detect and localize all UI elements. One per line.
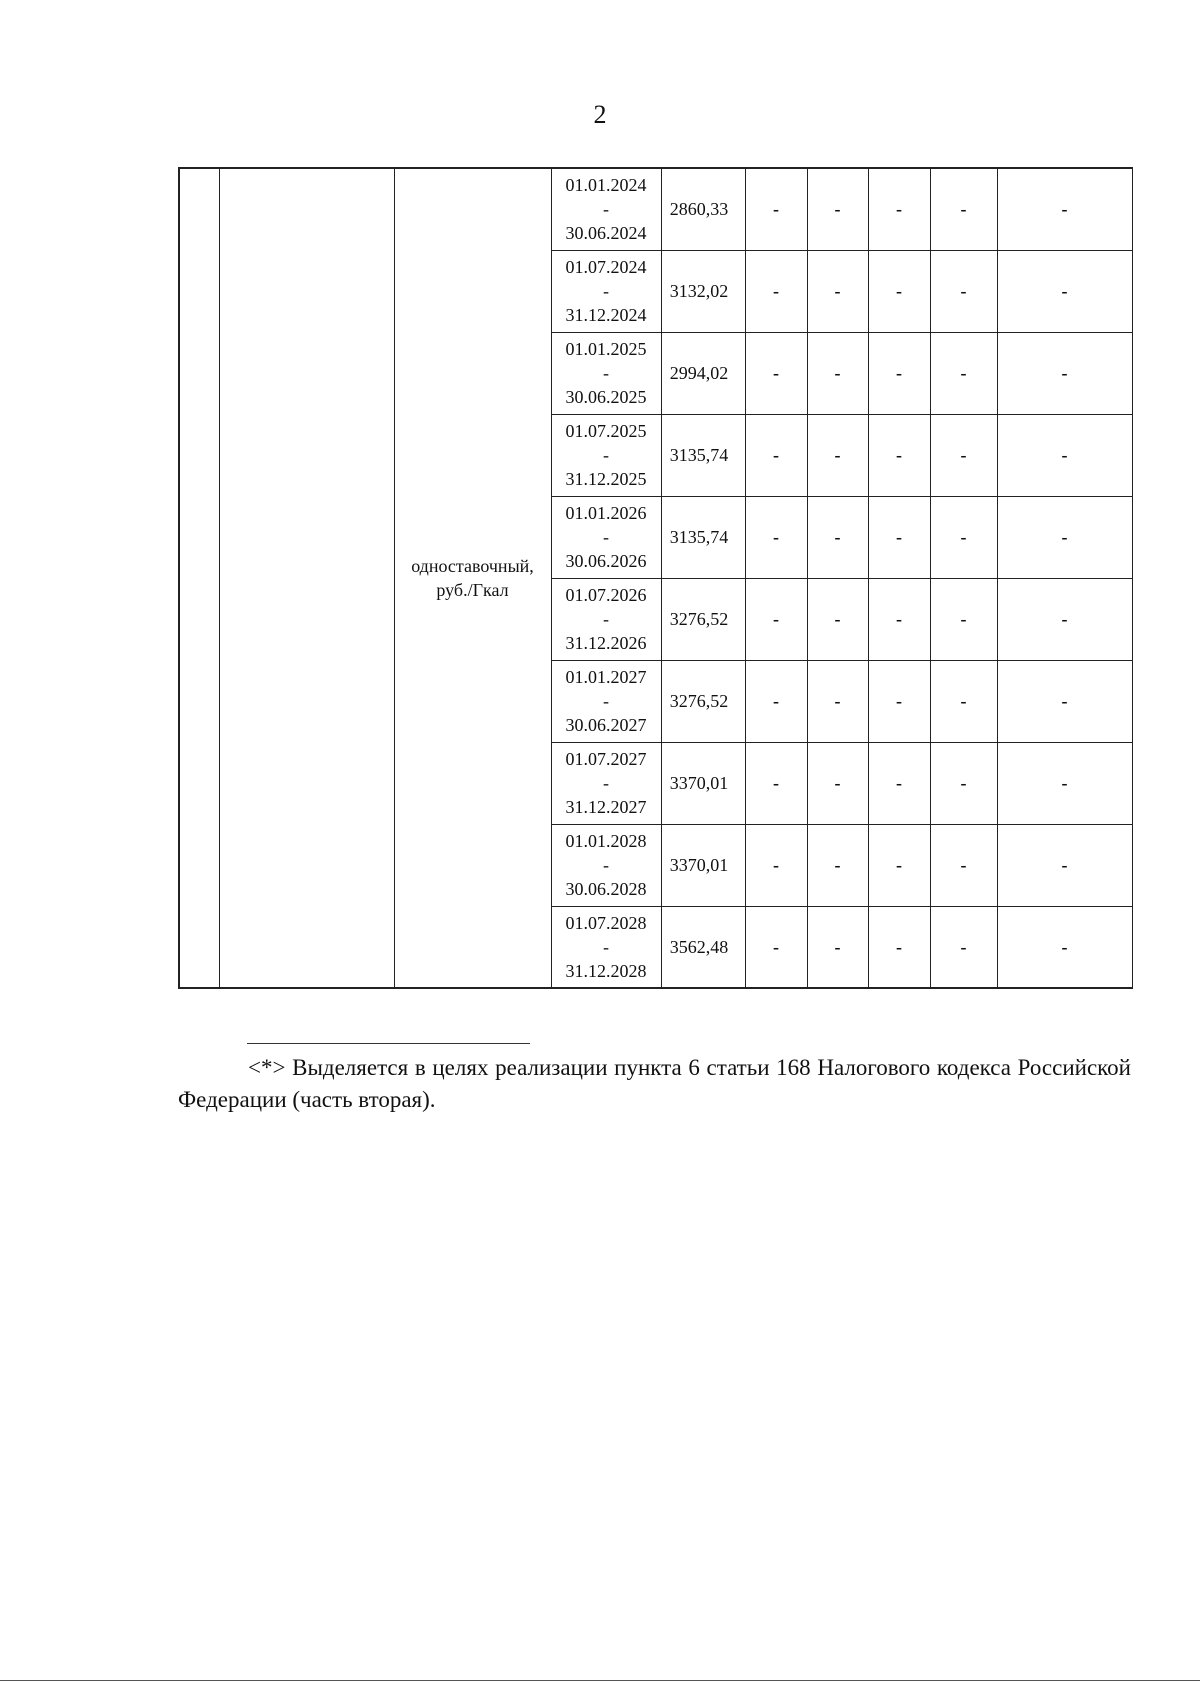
period-cell: [551, 168, 661, 250]
period-sep: -: [603, 527, 609, 547]
period-end: 30.06.2025: [565, 387, 647, 407]
dash-cell: -: [745, 250, 807, 332]
period-cell: [551, 250, 661, 332]
period-cell: [551, 496, 661, 578]
period-cell: [551, 906, 661, 988]
footnote: <*> Выделяется в целях реализации пункта 6 статьи 168 Налогового кодекса Российской Федерации (часть вторая).: [178, 1055, 1131, 1112]
tariff-value-cell: 3135,74: [661, 496, 745, 578]
dash-cell: -: [807, 250, 868, 332]
period-start: 01.01.2027: [565, 667, 647, 687]
period-start: 01.07.2026: [565, 585, 647, 605]
dash-cell: -: [997, 250, 1132, 332]
tariff-unit-cell: одноставочный, руб./Гкал: [394, 168, 551, 988]
dash-cell: -: [807, 578, 868, 660]
table-row: [179, 168, 1132, 250]
period-sep: -: [603, 281, 609, 301]
period-sep: -: [603, 855, 609, 875]
period-sep: -: [603, 363, 609, 383]
tariff-value-cell: 2860,33: [661, 168, 745, 250]
dash-cell: -: [930, 332, 997, 414]
period-cell: [551, 578, 661, 660]
dash-cell: -: [997, 332, 1132, 414]
tariff-value-cell: 3370,01: [661, 742, 745, 824]
period-end: 31.12.2026: [565, 633, 647, 653]
tariff-value-cell: 3276,52: [661, 578, 745, 660]
period-end: 30.06.2027: [565, 715, 647, 735]
tariff-table: [178, 167, 1133, 989]
period-sep: -: [603, 773, 609, 793]
dash-cell: -: [997, 824, 1132, 906]
dash-cell: -: [868, 742, 930, 824]
dash-cell: -: [868, 414, 930, 496]
period-start: 01.07.2024: [565, 257, 647, 277]
dash-cell: -: [930, 250, 997, 332]
footnote-separator: [247, 1043, 530, 1044]
period-end: 31.12.2025: [565, 469, 647, 489]
period-cell: [551, 332, 661, 414]
dash-cell: -: [868, 332, 930, 414]
tariff-value-cell: 3132,02: [661, 250, 745, 332]
tariff-value-cell: 3135,74: [661, 414, 745, 496]
dash-cell: -: [930, 660, 997, 742]
dash-cell: -: [868, 906, 930, 988]
dash-cell: -: [745, 824, 807, 906]
period-cell: [551, 742, 661, 824]
period-start: 01.01.2028: [565, 831, 647, 851]
dash-cell: -: [807, 496, 868, 578]
dash-cell: -: [930, 742, 997, 824]
dash-cell: -: [930, 168, 997, 250]
dash-cell: -: [868, 660, 930, 742]
dash-cell: -: [997, 168, 1132, 250]
tariff-value-cell: 2994,02: [661, 332, 745, 414]
dash-cell: -: [807, 168, 868, 250]
period-cell: [551, 414, 661, 496]
dash-cell: -: [930, 578, 997, 660]
period-end: 31.12.2028: [565, 960, 647, 981]
tariff-value-cell: 3370,01: [661, 824, 745, 906]
period-start: 01.01.2025: [565, 339, 647, 359]
dash-cell: -: [930, 906, 997, 988]
period-cell: [551, 824, 661, 906]
dash-cell: -: [745, 332, 807, 414]
dash-cell: -: [745, 496, 807, 578]
period-end: 31.12.2024: [565, 305, 647, 325]
tariff-value-cell: 3276,52: [661, 660, 745, 742]
dash-cell: -: [807, 742, 868, 824]
tariff-table-body: [179, 168, 1132, 988]
dash-cell: -: [745, 578, 807, 660]
period-start: 01.07.2025: [565, 421, 647, 441]
period-end: 30.06.2028: [565, 879, 647, 899]
dash-cell: -: [868, 168, 930, 250]
dash-cell: -: [868, 250, 930, 332]
dash-cell: -: [807, 414, 868, 496]
dash-cell: -: [997, 496, 1132, 578]
period-end: 31.12.2027: [565, 797, 647, 817]
period-sep: -: [603, 199, 609, 220]
period-start: 01.01.2026: [565, 503, 647, 523]
period-end: 30.06.2026: [565, 551, 647, 571]
period-start: 01.07.2027: [565, 749, 647, 769]
tariff-value-cell: 3562,48: [661, 906, 745, 988]
dash-cell: -: [807, 660, 868, 742]
dash-cell: -: [745, 742, 807, 824]
period-sep: -: [603, 691, 609, 711]
period-sep: -: [603, 936, 609, 957]
dash-cell: -: [745, 906, 807, 988]
period-sep: -: [603, 609, 609, 629]
page-bottom-line: [0, 1680, 1200, 1681]
period-cell: [551, 660, 661, 742]
period-sep: -: [603, 445, 609, 465]
dash-cell: -: [745, 660, 807, 742]
dash-cell: -: [930, 824, 997, 906]
page-number: 2: [593, 100, 607, 129]
dash-cell: -: [868, 578, 930, 660]
period-end: 30.06.2024: [565, 223, 647, 244]
dash-cell: -: [997, 906, 1132, 988]
period-start: 01.07.2028: [565, 912, 647, 933]
dash-cell: -: [997, 414, 1132, 496]
dash-cell: -: [868, 824, 930, 906]
dash-cell: -: [930, 496, 997, 578]
dash-cell: -: [807, 332, 868, 414]
dash-cell: -: [997, 660, 1132, 742]
empty-name-cell: [219, 168, 394, 988]
dash-cell: -: [997, 742, 1132, 824]
dash-cell: -: [930, 414, 997, 496]
dash-cell: -: [868, 496, 930, 578]
empty-number-cell: [179, 168, 219, 988]
dash-cell: -: [807, 824, 868, 906]
dash-cell: -: [745, 414, 807, 496]
dash-cell: -: [745, 168, 807, 250]
period-start: 01.01.2024: [565, 175, 647, 196]
dash-cell: -: [807, 906, 868, 988]
dash-cell: -: [997, 578, 1132, 660]
